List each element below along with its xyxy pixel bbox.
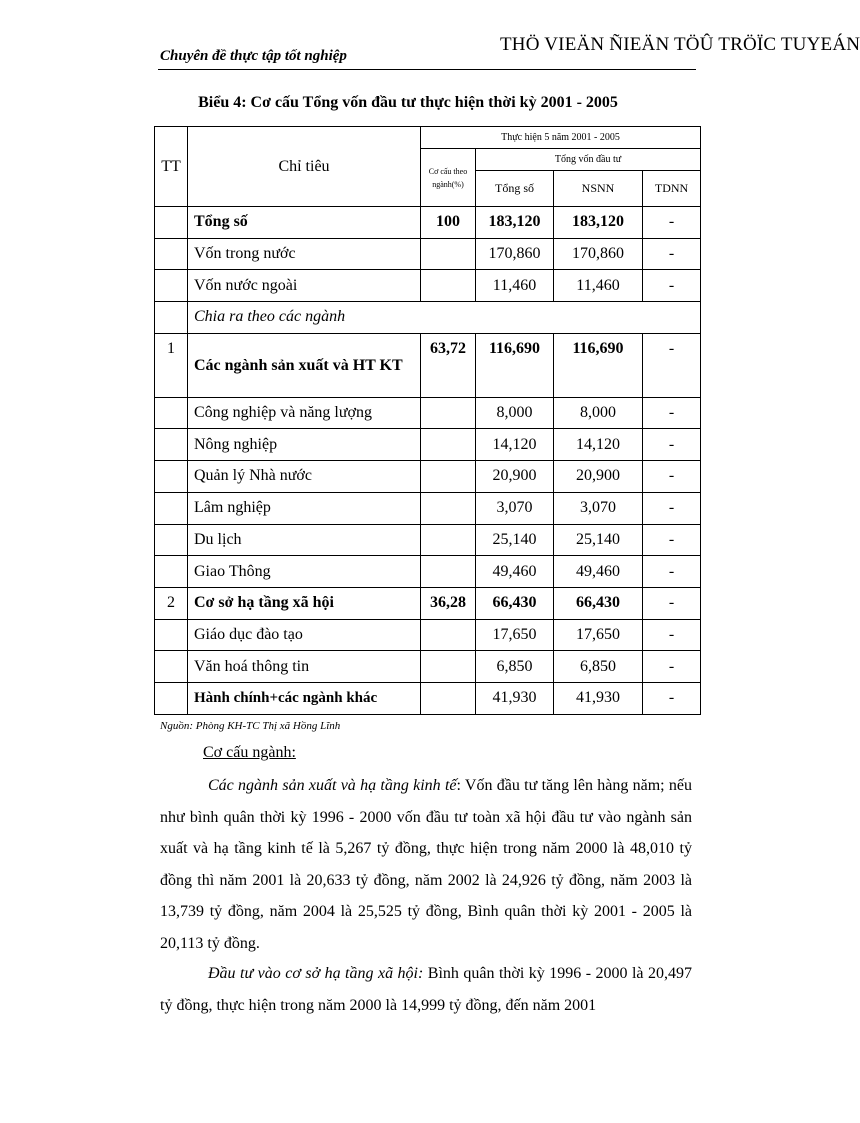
table-row: [155, 238, 701, 270]
cell-pct: [421, 492, 476, 524]
cell-pct: [421, 682, 476, 714]
cell-total: 3,070: [476, 492, 554, 524]
cell-nsnn: 170,860: [554, 238, 643, 270]
table-row: [155, 270, 701, 302]
cell-nsnn: 116,690: [554, 333, 643, 397]
header-library-name: THÖ VIEÄN ÑIEÄN TÖÛ TRÖÏC TUYEÁN: [500, 34, 860, 55]
cell-label: Giao Thông: [188, 556, 421, 588]
cell-total: 170,860: [476, 238, 554, 270]
table-row: [155, 333, 701, 397]
cell-nsnn: 8,000: [554, 397, 643, 429]
cell-nsnn: 49,460: [554, 556, 643, 588]
cell-tt: [155, 556, 188, 588]
cell-nsnn: 20,900: [554, 461, 643, 493]
table-header-row: [155, 127, 701, 149]
table-source-note: Nguồn: Phòng KH-TC Thị xã Hồng Lĩnh: [160, 720, 341, 732]
cell-tt: [155, 238, 188, 270]
cell-tdnn: -: [643, 556, 701, 588]
table-row: [155, 397, 701, 429]
cell-total: 14,120: [476, 429, 554, 461]
cell-pct: 36,28: [421, 587, 476, 619]
cell-nsnn: 41,930: [554, 682, 643, 714]
table-section-row: [155, 302, 701, 334]
cell-tt: [155, 397, 188, 429]
paragraph-body: Bình quân thời kỳ 1996 - 2000 là 20,497 tỷ đồng, thực hiện trong năm 2000 là 14,999 tỷ đồng, đến năm 2001: [160, 965, 692, 1014]
table-row: [155, 619, 701, 651]
paragraph-social-infrastructure: [160, 958, 692, 1021]
cell-pct: [421, 556, 476, 588]
cell-tt: [155, 461, 188, 493]
cell-tt: [155, 207, 188, 239]
cell-label: Du lịch: [188, 524, 421, 556]
header-co-cau: Cơ cấu theo ngành(%): [421, 149, 476, 207]
cell-total: 66,430: [476, 587, 554, 619]
cell-pct: [421, 524, 476, 556]
header-chi-tieu: Chỉ tiêu: [188, 127, 421, 207]
cell-nsnn: 14,120: [554, 429, 643, 461]
cell-total: 17,650: [476, 619, 554, 651]
cell-nsnn: 6,850: [554, 651, 643, 683]
header-tong-so: Tổng số: [476, 171, 554, 207]
table-row: [155, 682, 701, 714]
header-doc-title: Chuyên đề thực tập tốt nghiệp: [160, 48, 347, 64]
table-row: [155, 461, 701, 493]
cell-tdnn: -: [643, 587, 701, 619]
cell-pct: [421, 619, 476, 651]
cell-tdnn: -: [643, 619, 701, 651]
section-subheading: Cơ cấu ngành:: [203, 744, 296, 761]
cell-label: Hành chính+các ngành khác: [188, 682, 421, 714]
table-row: [155, 651, 701, 683]
cell-total: 116,690: [476, 333, 554, 397]
cell-label: Lâm nghiệp: [188, 492, 421, 524]
cell-nsnn: 66,430: [554, 587, 643, 619]
cell-total: 8,000: [476, 397, 554, 429]
cell-section-label: Chia ra theo các ngành: [188, 302, 701, 334]
paragraph-body: : Vốn đầu tư tăng lên hàng năm; nếu như bình quân thời kỳ 1996 - 2000 vốn đầu tư toàn xã hội đầu tư vào ngành sản xuất và hạ tầng kinh tế là 5,267 tỷ đồng, thực hiện trong năm 2000 là 48,010 tỷ đồng thì năm 2001 là 20,633 tỷ đồng, năm 2002 là 24,926 tỷ đồng, năm 2003 là 13,739 tỷ đồng, năm 2004 là 25,525 tỷ đồng, Bình quân thời kỳ 2001 - 2005 là 20,113 tỷ đồng.: [160, 777, 692, 952]
cell-total: 11,460: [476, 270, 554, 302]
table-row: [155, 492, 701, 524]
cell-label: Vốn trong nước: [188, 238, 421, 270]
cell-total: 20,900: [476, 461, 554, 493]
cell-pct: [421, 238, 476, 270]
cell-pct: 100: [421, 207, 476, 239]
header-rule: [158, 69, 696, 70]
cell-total: 183,120: [476, 207, 554, 239]
cell-total: 49,460: [476, 556, 554, 588]
header-nsnn: NSNN: [554, 171, 643, 207]
paragraph-lead: Đầu tư vào cơ sở hạ tầng xã hội:: [208, 965, 424, 982]
cell-pct: [421, 397, 476, 429]
cell-tt: [155, 429, 188, 461]
cell-label: Văn hoá thông tin: [188, 651, 421, 683]
cell-label: Quản lý Nhà nước: [188, 461, 421, 493]
cell-label: Giáo dục đào tạo: [188, 619, 421, 651]
cell-nsnn: 25,140: [554, 524, 643, 556]
cell-tdnn: -: [643, 333, 701, 397]
header-tdnn: TDNN: [643, 171, 701, 207]
paragraph-lead: Các ngành sản xuất và hạ tầng kinh tế: [208, 777, 457, 794]
cell-tt: [155, 524, 188, 556]
cell-tt: 2: [155, 587, 188, 619]
table-row: [155, 556, 701, 588]
cell-tdnn: -: [643, 397, 701, 429]
cell-pct: [421, 461, 476, 493]
cell-nsnn: 11,460: [554, 270, 643, 302]
cell-tdnn: -: [643, 207, 701, 239]
cell-label: Các ngành sản xuất và HT KT: [188, 333, 421, 397]
cell-tdnn: -: [643, 238, 701, 270]
header-tt: TT: [155, 127, 188, 207]
header-period: Thực hiện 5 năm 2001 - 2005: [421, 127, 701, 149]
cell-tdnn: -: [643, 492, 701, 524]
cell-tt: [155, 619, 188, 651]
cell-tdnn: -: [643, 270, 701, 302]
cell-total: 25,140: [476, 524, 554, 556]
cell-pct: [421, 429, 476, 461]
cell-pct: [421, 651, 476, 683]
cell-pct: [421, 270, 476, 302]
cell-tt: [155, 302, 188, 334]
table-row: [155, 587, 701, 619]
cell-pct: 63,72: [421, 333, 476, 397]
cell-tt: [155, 651, 188, 683]
paragraph-production-infrastructure: [160, 770, 692, 959]
cell-nsnn: 183,120: [554, 207, 643, 239]
table-title: Biểu 4: Cơ cấu Tổng vốn đầu tư thực hiện thời kỳ 2001 - 2005: [198, 94, 618, 111]
cell-nsnn: 3,070: [554, 492, 643, 524]
cell-nsnn: 17,650: [554, 619, 643, 651]
cell-label: Nông nghiệp: [188, 429, 421, 461]
cell-tt: [155, 492, 188, 524]
table-row: [155, 207, 701, 239]
cell-tdnn: -: [643, 682, 701, 714]
cell-label: Công nghiệp và năng lượng: [188, 397, 421, 429]
cell-label: Cơ sở hạ tầng xã hội: [188, 587, 421, 619]
cell-label: Tổng số: [188, 207, 421, 239]
cell-tdnn: -: [643, 651, 701, 683]
cell-tdnn: -: [643, 524, 701, 556]
cell-tt: [155, 270, 188, 302]
header-tong-von: Tổng vốn đầu tư: [476, 149, 701, 171]
cell-tt: [155, 682, 188, 714]
cell-total: 41,930: [476, 682, 554, 714]
investment-table: [154, 126, 701, 715]
table-row: [155, 524, 701, 556]
cell-tt: 1: [155, 333, 188, 397]
table-row: [155, 429, 701, 461]
cell-label: Vốn nước ngoài: [188, 270, 421, 302]
cell-tdnn: -: [643, 461, 701, 493]
cell-tdnn: -: [643, 429, 701, 461]
cell-total: 6,850: [476, 651, 554, 683]
